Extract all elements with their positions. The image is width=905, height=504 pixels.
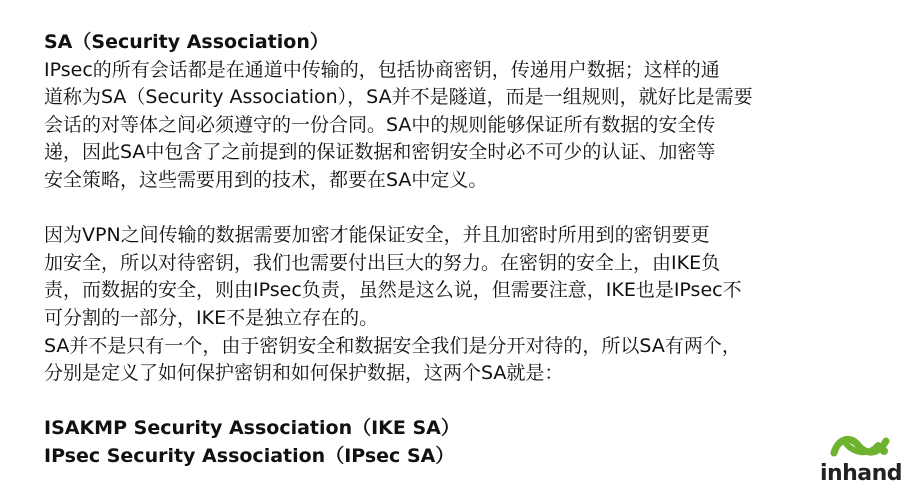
- inhand-logo: [818, 431, 904, 497]
- paragraph-spacer: [44, 388, 864, 416]
- inhand-logo-text: inhand: [819, 461, 903, 486]
- paragraph2-line: 责，而数据的安全，则由IPsec负责，虽然是这么说，但需要注意，IKE也是IPsec不: [44, 279, 742, 302]
- paragraph2-line: 可分割的一部分，IKE不是独立存在的。: [44, 306, 379, 329]
- paragraph2-line: SA并不是只有一个，由于密钥安全和数据安全我们是分开对待的，所以SA有两个，: [44, 334, 741, 357]
- paragraph1-line: 递，因此SA中包含了之前提到的保证数据和密钥安全时必不可少的认证、加密等: [44, 141, 716, 164]
- ipsec-sa-label: IPsec Security Association（IPsec SA）: [44, 444, 455, 467]
- paragraph2-line: 加安全，所以对待密钥，我们也需要付出巨大的努力。在密钥的安全上，由IKE负: [44, 251, 721, 274]
- paragraph2-line: 分别是定义了如何保护密钥和如何保护数据，这两个SA就是：: [44, 362, 564, 385]
- paragraph2-line: 因为VPN之间传输的数据需要加密才能保证安全，并且加密时所用到的密钥要更: [44, 224, 710, 247]
- heading-sa: SA（Security Association）: [44, 31, 329, 53]
- paragraph-spacer: [44, 195, 864, 223]
- ike-sa-label: ISAKMP Security Association（IKE SA）: [44, 417, 460, 440]
- paragraph1-line: 道称为SA（Security Association），SA并不是隧道，而是一组规则，就好比是需要: [44, 86, 753, 109]
- paragraph1-line: IPsec的所有会话都是在通道中传输的，包括协商密钥，传递用户数据；这样的通: [44, 58, 720, 81]
- slide-content: [44, 29, 864, 471]
- paragraph1-line: 会话的对等体之间必须遵守的一份合同。SA中的规则能够保证所有数据的安全传: [44, 113, 716, 136]
- paragraph1-line: 安全策略，这些需要用到的技术，都要在SA中定义。: [44, 168, 488, 191]
- inhand-logo-icon: [828, 431, 896, 461]
